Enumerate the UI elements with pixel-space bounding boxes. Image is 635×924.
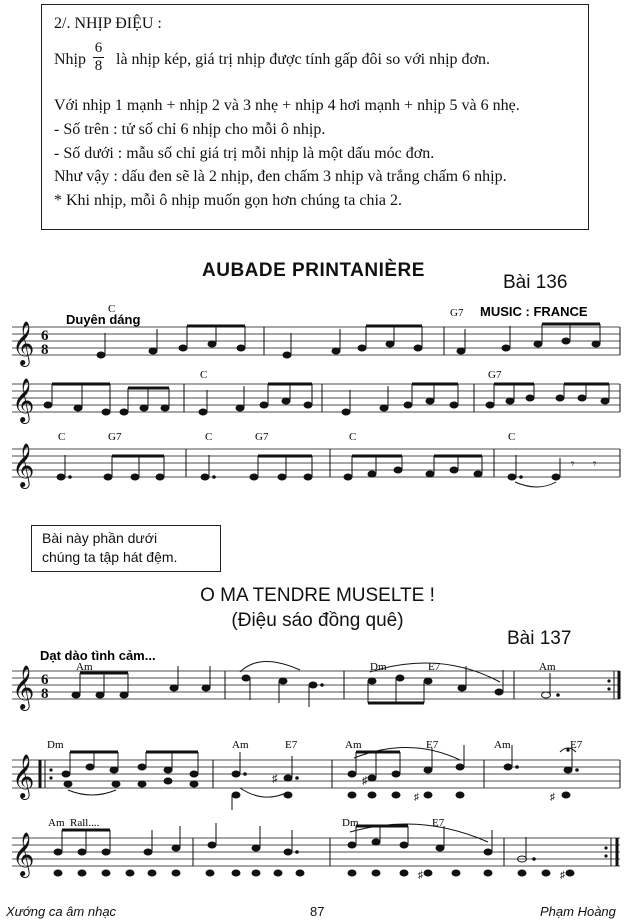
- song1-chord: C: [508, 431, 516, 443]
- song1-chord: C: [349, 431, 357, 443]
- song1-title: AUBADE PRINTANIÈRE: [202, 260, 425, 281]
- song1-row2-notes: [44, 384, 609, 415]
- svg-text:𝄞: 𝄞: [12, 665, 35, 709]
- song1-chord: C: [205, 431, 213, 443]
- song2-chord: Am: [494, 739, 511, 751]
- song2-chord: Am: [48, 817, 65, 829]
- song2-tempo-rall: Rall....: [70, 817, 100, 829]
- svg-text:𝄞: 𝄞: [12, 443, 35, 487]
- song1-row3-notes: [57, 455, 597, 487]
- song2-time-den: 8: [41, 686, 49, 702]
- fraction-numerator: 6: [94, 40, 103, 56]
- footer-author: Phạm Hoàng: [540, 904, 616, 919]
- song2-title: O MA TENDRE MUSELTE !: [200, 585, 435, 606]
- note-box-line-1: Bài này phần dưới: [42, 530, 158, 546]
- song1-chord: C: [200, 369, 208, 381]
- song2-chord: E7: [570, 739, 583, 751]
- song2-chord: Dm: [342, 817, 359, 829]
- svg-text:𝄞: 𝄞: [12, 754, 35, 798]
- svg-text:𝄞: 𝄞: [12, 832, 35, 876]
- theory-line-1-after: là nhịp kép, giá trị nhịp được tính gấp đôi so với nhịp đơn.: [116, 51, 491, 68]
- song1-tempo: Duyên dáng: [66, 312, 141, 327]
- song1-chord: G7: [108, 431, 122, 443]
- svg-text:♯: ♯: [560, 870, 565, 881]
- svg-text:𝄾: 𝄾: [571, 456, 575, 471]
- song1-chord: G7: [255, 431, 269, 443]
- song2-chord: Am: [76, 661, 93, 673]
- theory-line-4: - Số dưới : mẫu số chỉ giá trị mỗi nhịp là một dấu móc đơn.: [54, 145, 435, 162]
- song2-row1-notes: [72, 661, 559, 707]
- fraction-denominator: 8: [94, 58, 103, 74]
- footer-book-title: Xướng ca âm nhạc: [6, 904, 117, 919]
- song2-chord: E7: [432, 817, 445, 829]
- song1-staff-3: [12, 449, 620, 477]
- song2-subtitle: (Điệu sáo đồng quê): [231, 610, 404, 631]
- song1-chord: G7: [450, 307, 464, 319]
- song1-lesson: Bài 136: [503, 272, 568, 293]
- song2-chord: E7: [428, 661, 441, 673]
- footer-page-number: 87: [310, 904, 325, 919]
- song1-staff-1: [12, 327, 620, 355]
- song1-time-den: 8: [41, 342, 49, 358]
- treble-clef-icon: [12, 321, 34, 489]
- svg-text:♯: ♯: [414, 792, 419, 803]
- song2-chord: Am: [232, 739, 249, 751]
- song1-chord: G7: [488, 369, 502, 381]
- song2-lesson: Bài 137: [507, 628, 572, 649]
- theory-line-2: Với nhịp 1 mạnh + nhịp 2 và 3 nhẹ + nhịp 4 hơi mạnh + nhịp 5 và 6 nhẹ.: [54, 97, 520, 114]
- theory-line-6: * Khi nhịp, mỗi ô nhịp muốn gọn hơn chúng ta chia 2.: [54, 192, 402, 209]
- song2-staff-2: [12, 760, 620, 788]
- theory-line-5: Như vậy : dấu đen sẽ là 2 nhịp, đen chấm 3 nhịp và trắng chấm 6 nhịp.: [54, 168, 507, 185]
- song2-chord: Dm: [47, 739, 64, 751]
- song2-chord: Am: [539, 661, 556, 673]
- svg-text:𝄾: 𝄾: [593, 456, 597, 471]
- note-box-line-2: chúng ta tập hát đệm.: [42, 549, 178, 565]
- svg-text:♯: ♯: [418, 870, 423, 881]
- svg-text:♯: ♯: [550, 792, 555, 803]
- song2-chord: E7: [426, 739, 439, 751]
- song1-chord: C: [58, 431, 66, 443]
- theory-line-1-before: Nhịp: [54, 51, 86, 68]
- svg-text:♯: ♯: [272, 773, 278, 785]
- song1-chord: C: [108, 303, 116, 315]
- song2-chord: E7: [285, 739, 298, 751]
- treble-clef-icon: [12, 665, 34, 878]
- theory-heading: 2/. NHỊP ĐIỆU :: [54, 15, 162, 32]
- song2-tempo: Dạt dào tình cảm...: [40, 648, 156, 663]
- song2-chord: Am: [345, 739, 362, 751]
- song1-music-credit: MUSIC : FRANCE: [480, 304, 588, 319]
- theory-line-3: - Số trên : tử số chỉ 6 nhịp cho mỗi ô nhịp.: [54, 121, 326, 138]
- song2-time-num: 6: [41, 672, 49, 688]
- song1-time-num: 6: [41, 328, 49, 344]
- svg-text:𝄞: 𝄞: [12, 378, 35, 422]
- svg-text:♯: ♯: [362, 775, 368, 787]
- song2-row2-notes: [62, 745, 578, 810]
- song2-chord: Dm: [370, 661, 387, 673]
- svg-text:𝄞: 𝄞: [12, 321, 35, 365]
